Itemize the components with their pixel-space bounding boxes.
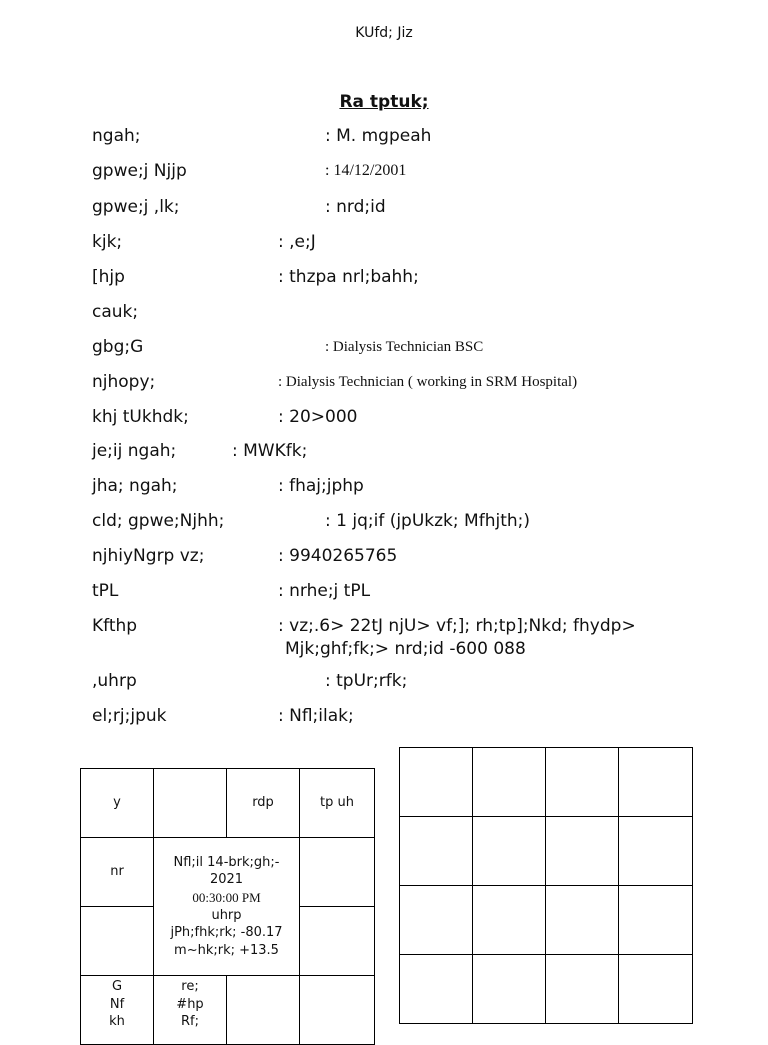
navamsa-cell (400, 955, 473, 1024)
navamsa-cell (619, 748, 693, 817)
field-value-education: : Dialysis Technician BSC (325, 339, 484, 355)
page-title: Ra tptuk; (339, 92, 429, 112)
navamsa-cell (619, 955, 693, 1024)
field-value-phone: : 9940265765 (278, 546, 398, 566)
rasi-cell (154, 769, 227, 838)
field-label-birth-date: gpwe;j Njjp (92, 161, 187, 181)
rasi-center-info (154, 838, 300, 976)
rasi-cell: G Nf kh (81, 976, 154, 1045)
field-label-religion: kjk; (92, 232, 123, 252)
field-label-rasi: ,uhrp (92, 671, 137, 691)
rasi-chart (80, 768, 375, 1045)
center-line: 2021 (209, 872, 244, 888)
rasi-cell: y (81, 769, 154, 838)
field-label-address: Kfthp (92, 616, 138, 636)
field-label-mother-name: jha; ngah; (92, 476, 178, 496)
field-value-income: : 20>000 (278, 407, 358, 427)
field-label-height: cauk; (92, 302, 139, 322)
navamsa-cell (400, 748, 473, 817)
field-label-father-name: je;ij ngah; (92, 441, 177, 461)
field-value-caste: : thzpa nrl;bahh; (278, 267, 419, 287)
field-label-house: tPL (92, 581, 119, 601)
field-label-birth-place: gpwe;j ,lk; (92, 197, 180, 217)
field-label-siblings: cld; gpwe;Njhh; (92, 511, 225, 531)
center-line: jPh;fhk;rk; -80.17 (170, 925, 283, 941)
rasi-cell (81, 907, 154, 976)
navamsa-chart (399, 747, 693, 1024)
navamsa-cell (619, 886, 693, 955)
center-line: Nfl;il 14-brk;gh;- (173, 854, 280, 870)
rasi-cell: nr (81, 838, 154, 907)
field-label-occupation: njhopy; (92, 372, 156, 392)
field-value-siblings: : 1 jq;if (jpUkzk; Mfhjth;) (325, 511, 530, 531)
field-label-caste: [hjp (92, 267, 125, 287)
field-value-birth-date: : 14/12/2001 (325, 162, 407, 179)
field-label-income: khj tUkhdk; (92, 407, 189, 427)
navamsa-cell (473, 748, 546, 817)
rasi-cell: re; #hp Rf; (154, 976, 227, 1045)
field-value-occupation: : Dialysis Technician ( working in SRM Hospital) (278, 374, 578, 390)
navamsa-cell (546, 955, 619, 1024)
rasi-cell (227, 976, 300, 1045)
center-line: m~hk;rk; +13.5 (174, 942, 279, 958)
rasi-cell (300, 907, 375, 976)
navamsa-cell (473, 817, 546, 886)
page-header: KUfd; Jiz (355, 25, 413, 41)
field-label-phone: njhiyNgrp vz; (92, 546, 205, 566)
field-value-religion: : ,e;J (278, 232, 316, 252)
field-value-address-line2: Mjk;ghf;fk;> nrd;id -600 088 (285, 639, 526, 659)
rasi-cell: rdp (227, 769, 300, 838)
field-value-birth-place: : nrd;id (325, 197, 386, 217)
navamsa-cell (546, 817, 619, 886)
rasi-cell (300, 976, 375, 1045)
rasi-cell (300, 838, 375, 907)
field-value-rasi: : tpUr;rfk; (325, 671, 408, 691)
field-value-star: : Nfl;ilak; (278, 706, 354, 726)
rasi-cell: tp uh (300, 769, 375, 838)
field-value-house: : nrhe;j tPL (278, 581, 371, 601)
field-value-address: : vz;.6> 22tJ njU> vf;]; rh;tp];Nkd; fhydp> (278, 616, 636, 636)
navamsa-cell (619, 817, 693, 886)
field-label-name: ngah; (92, 126, 141, 146)
navamsa-cell (546, 748, 619, 817)
center-line: uhrp (211, 907, 242, 923)
navamsa-cell (473, 886, 546, 955)
field-value-father-name: : MWKfk; (232, 441, 308, 461)
field-label-star: el;rj;jpuk (92, 706, 167, 726)
field-label-education: gbg;G (92, 337, 144, 357)
navamsa-cell (546, 886, 619, 955)
navamsa-cell (400, 817, 473, 886)
navamsa-cell (400, 886, 473, 955)
field-value-name: : M. mgpeah (325, 126, 432, 146)
navamsa-cell (473, 955, 546, 1024)
field-value-mother-name: : fhaj;jphp (278, 476, 364, 496)
center-line: 00:30:00 PM (192, 889, 261, 905)
